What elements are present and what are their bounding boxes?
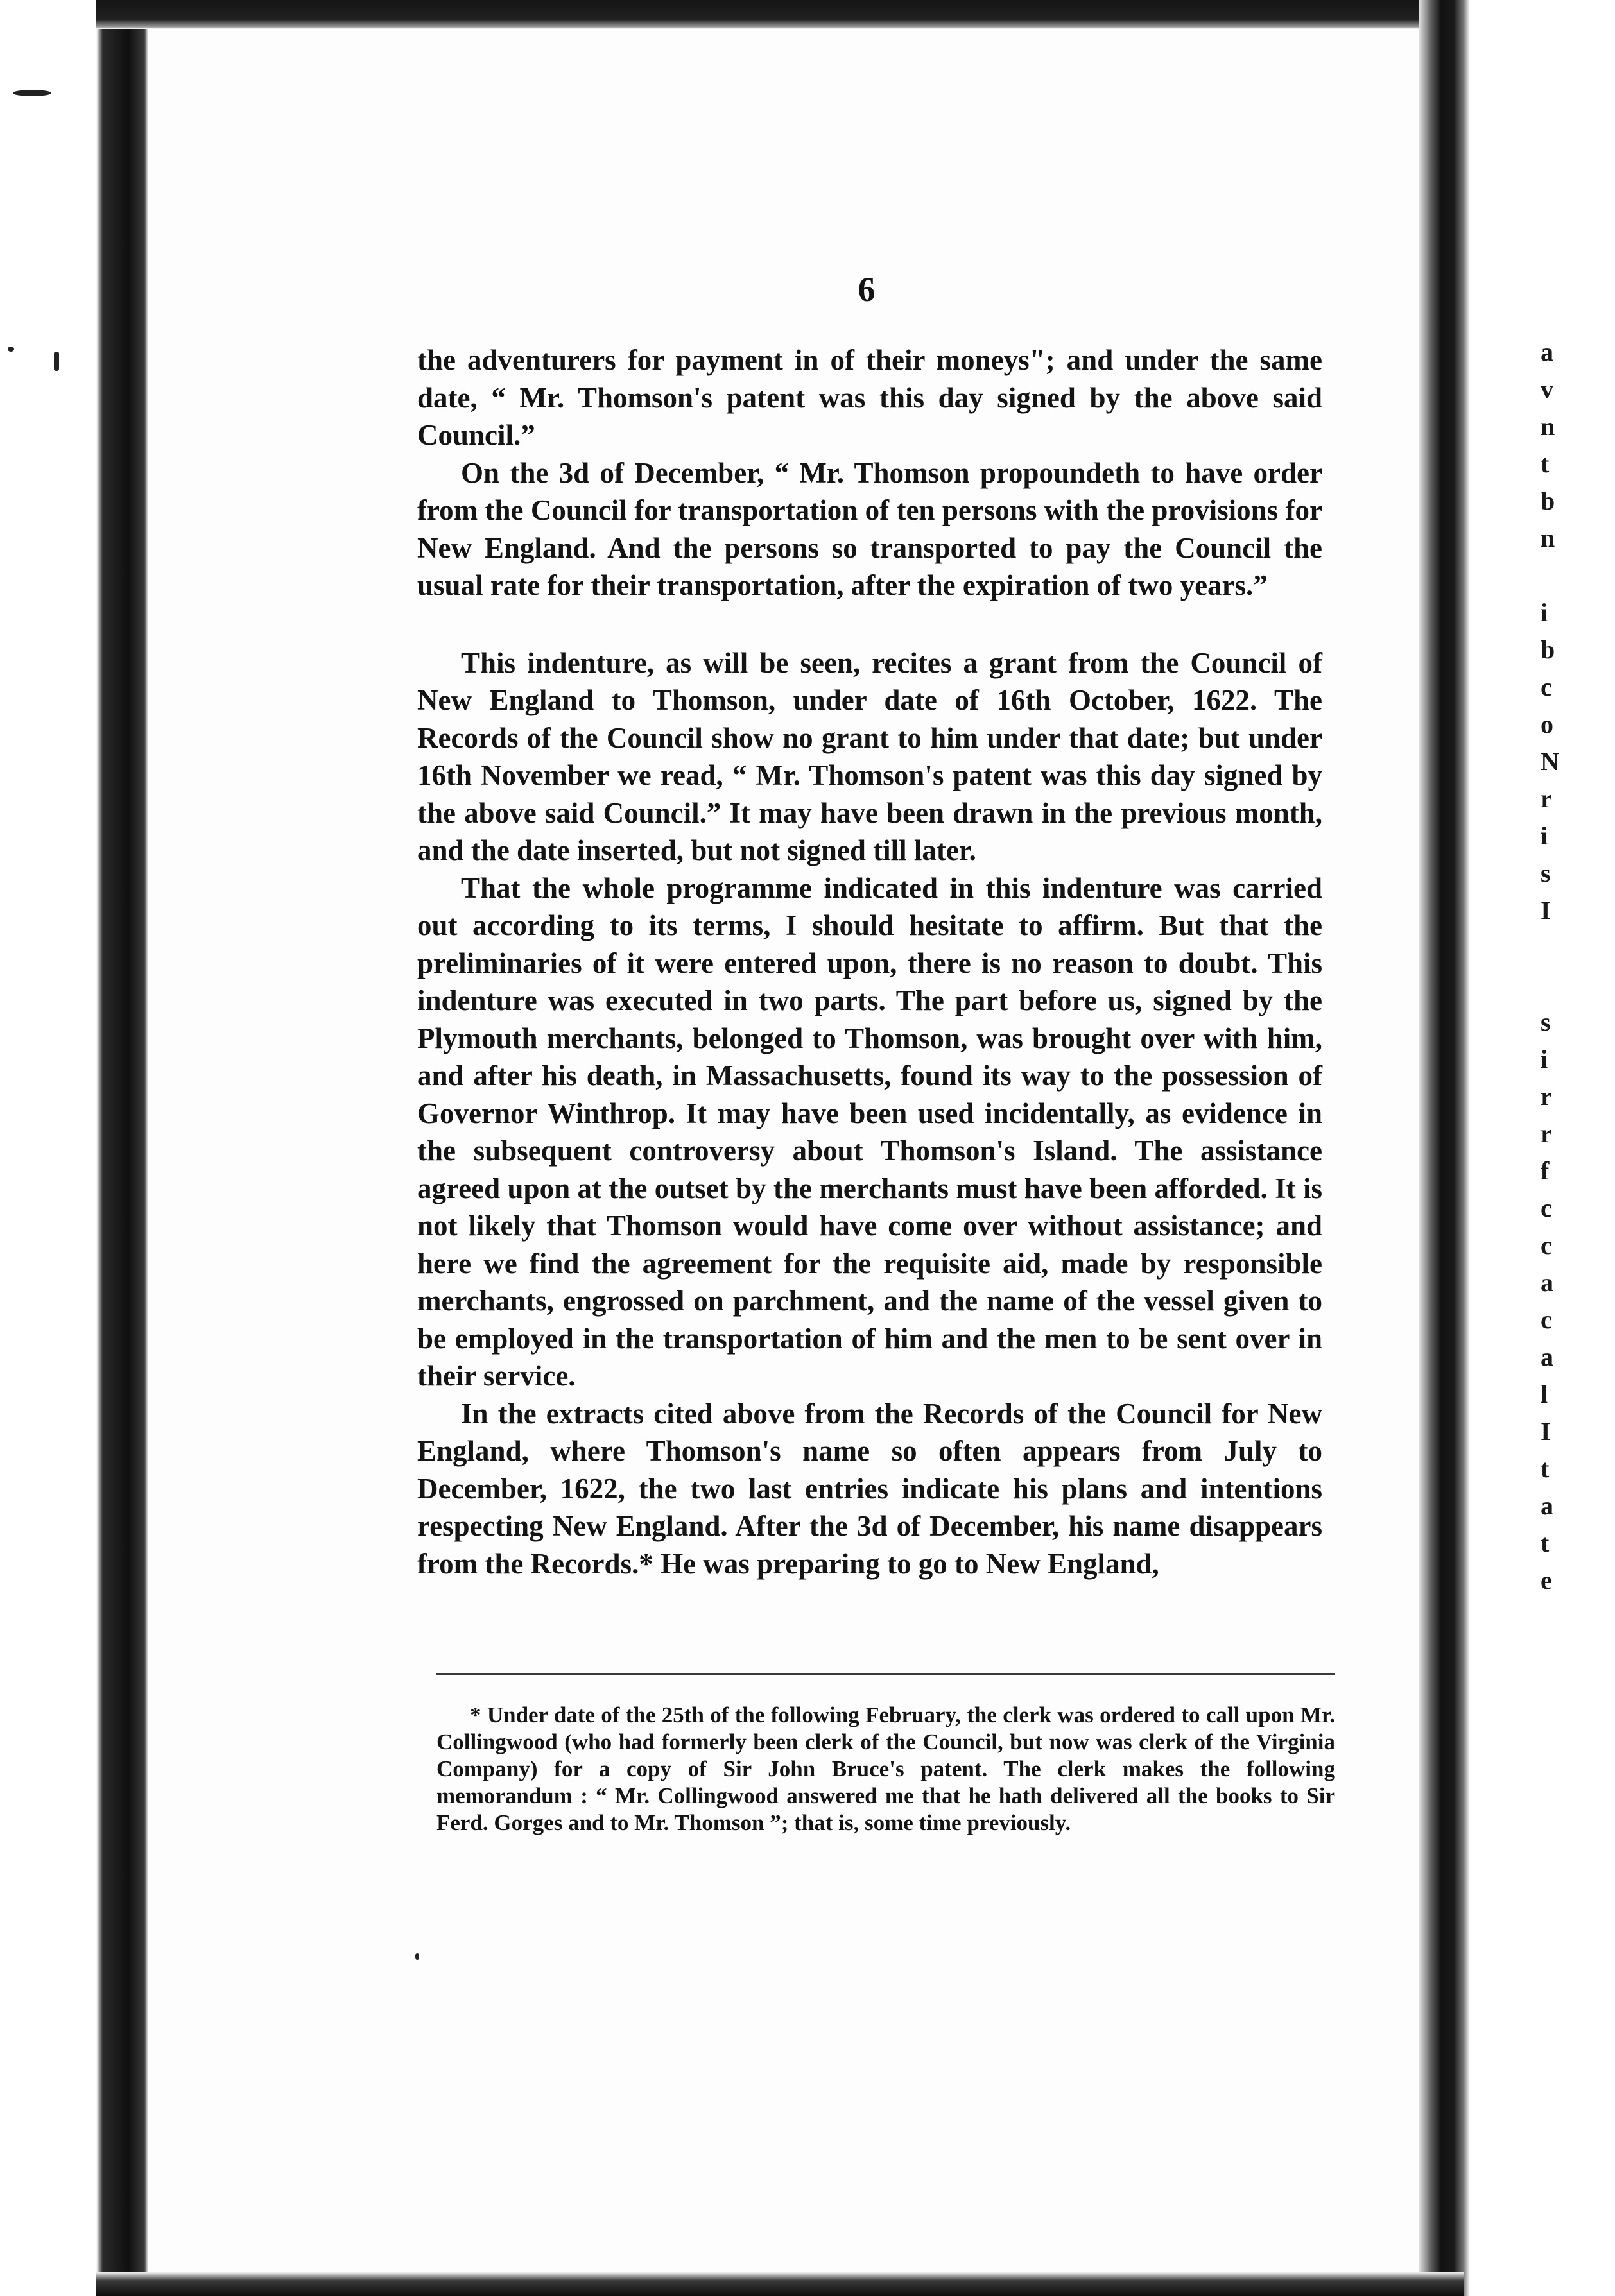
edge-letter: s <box>1541 859 1551 887</box>
scan-border-top <box>96 0 1457 29</box>
edge-letter: a <box>1541 1342 1553 1371</box>
edge-letter: l <box>1541 1380 1548 1409</box>
edge-letter: i <box>1541 598 1548 627</box>
scan-border-right <box>1419 0 1470 2296</box>
edge-letter: t <box>1541 1454 1550 1483</box>
edge-letter: v <box>1541 375 1553 404</box>
edge-letter: e <box>1541 1566 1552 1595</box>
edge-letter: c <box>1541 1305 1552 1334</box>
edge-letter: n <box>1541 524 1555 553</box>
edge-letter: r <box>1541 784 1552 813</box>
edge-letter: c <box>1541 1194 1552 1222</box>
margin-smudge <box>54 352 59 371</box>
edge-letter: t <box>1541 449 1550 478</box>
edge-letter: n <box>1541 412 1555 441</box>
edge-letter: r <box>1541 1082 1552 1111</box>
footnote <box>436 1702 1335 1837</box>
edge-letter: b <box>1541 486 1555 515</box>
edge-letter: c <box>1541 1231 1552 1260</box>
edge-letter: i <box>1541 821 1548 850</box>
edge-letter: s <box>1541 1007 1551 1036</box>
edge-letter: t <box>1541 1529 1550 1557</box>
edge-letter <box>1541 557 1615 594</box>
edge-letter: o <box>1541 710 1553 739</box>
page-number: 6 <box>858 270 876 309</box>
edge-letter: I <box>1541 896 1551 925</box>
edge-letter: i <box>1541 1045 1548 1074</box>
footnote-text: * Under date of the 25th of the following February, the clerk was ordered to call upon Mr. Collingwood (who had formerly been clerk of the Council, but now was clerk of the Virginia Company) for a copy of Sir John Bruce's patent. The clerk makes the following memorandum : “ Mr. Collingwood answered me that he hath delivered all the books to Sir Ferd. Gorges and to Mr. Thomson ”; that is, some time previously. <box>436 1702 1335 1835</box>
paragraph: That the whole programme indicated in this indenture was carried out according to its terms, I should hesitate to affirm. But that the preliminaries of it were entered upon, there is no reason to doubt. This indenture was executed in two parts. The part before us, signed by the Plymouth merchants, belonged to Thomson, was brought over with him, and after his death, in Massachusetts, found its way to the possession of Governor Winthrop. It may have been used incidentally, as evidence in the subsequent controversy about Thomson's Island. The assistance agreed upon at the outset by the merchants must have been afforded. It is not likely that Thomson would have come over without assistance; and here we find the agreement for the requisite aid, made by responsible merchants, engrossed on parchment, and the name of the vessel given to be employed in the transportation of him and the men to be sent over in their service. <box>417 871 1322 1392</box>
paragraph: the adventurers for payment in of their moneys"; and under the same date, “ Mr. Thomson's patent was this day signed by the above said Council.” <box>417 344 1322 451</box>
adjacent-page-edge <box>1541 334 1615 1599</box>
edge-letter: a <box>1541 338 1553 366</box>
edge-letter: a <box>1541 1491 1553 1520</box>
edge-letter: r <box>1541 1119 1552 1148</box>
paragraph: On the 3d of December, “ Mr. Thomson propoundeth to have order from the Council for transportation of ten persons with the provisions for New England. And the persons so transported to pay the Council the usual rate for their transportation, after the expiration of two years.” <box>417 456 1322 601</box>
body-text <box>417 341 1322 1582</box>
footnote-rule <box>436 1673 1335 1675</box>
edge-letter: c <box>1541 673 1552 701</box>
edge-letter: I <box>1541 1417 1551 1446</box>
edge-letter <box>1541 966 1615 1004</box>
scan-border-left <box>0 0 148 2296</box>
paragraph: This indenture, as will be seen, recites a grant from the Council of New England to Thomson, under date of 16th October, 1622. The Records of the Council show no grant to him under that date; but under 16th November we read, “ Mr. Thomson's patent was this day signed by the above said Council.” It may have been drawn in the previous month, and the date inserted, but not signed till later. <box>417 646 1322 866</box>
edge-letter: f <box>1541 1156 1550 1185</box>
edge-letter: a <box>1541 1268 1553 1297</box>
margin-smudge <box>8 347 14 352</box>
scan-border-bottom <box>96 2272 1464 2296</box>
edge-letter: b <box>1541 635 1555 664</box>
margin-smudge <box>13 90 51 96</box>
edge-letter <box>1541 929 1615 966</box>
edge-letter: N <box>1541 747 1559 776</box>
page-dot <box>415 1953 419 1960</box>
paragraph: In the extracts cited above from the Records of the Council for New England, where Thomson's name so often appears from July to December, 1622, the two last entries indicate his plans and intentions respecting New England. After the 3d of December, his name disappears from the Records.* He was preparing to go to New England, <box>417 1397 1322 1580</box>
